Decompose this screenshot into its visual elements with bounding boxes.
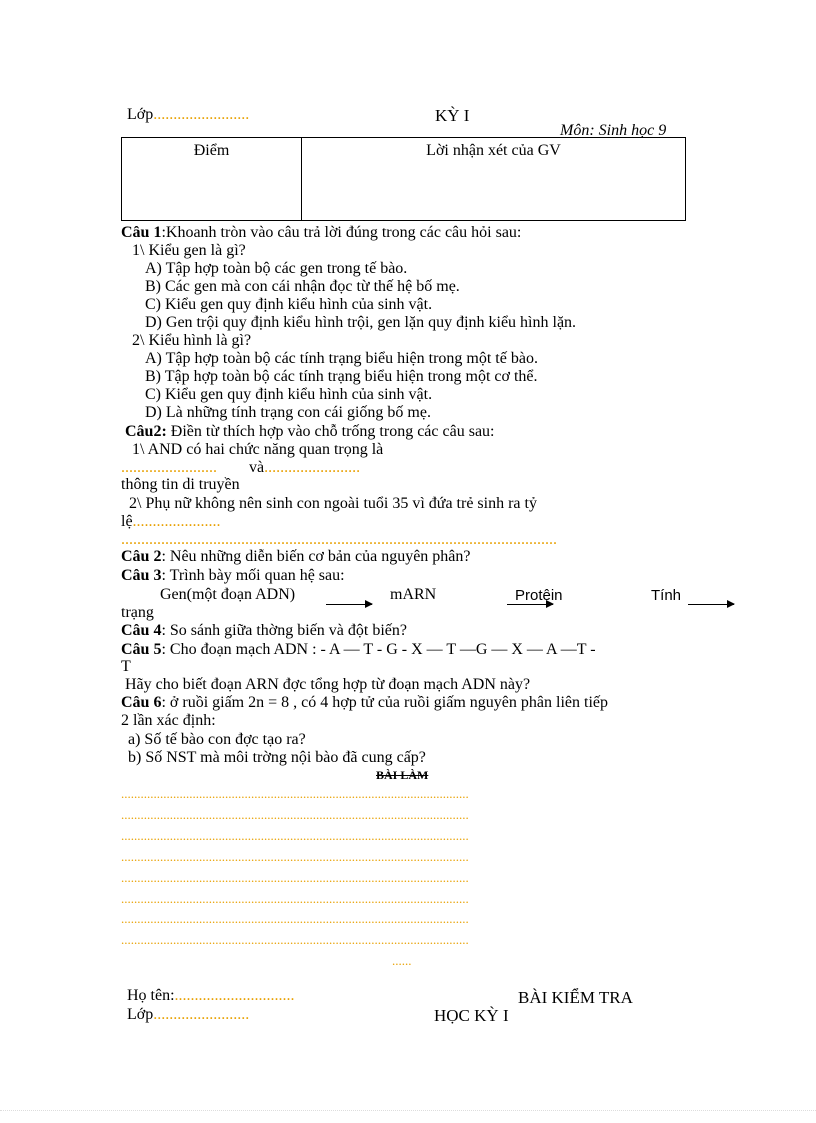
grade-table — [121, 137, 686, 221]
marn-label: mARN — [390, 586, 437, 603]
answer-line[interactable]: ........................................................................................................... — [121, 870, 469, 885]
answer-line[interactable]: ........................................................................................................... — [121, 891, 469, 906]
question-6: Câu 6: ở ruồi giấm 2n = 8 , có 4 hợp tử của ruồi giấm nguyên phân liên tiếp — [121, 694, 608, 711]
q1-sub2: 2\ Kiểu hình là gì? — [132, 332, 252, 349]
q1-sub1: 1\ Kiểu gen là gì? — [132, 242, 246, 259]
question-6-a: a) Số tế bào con đợc tạo ra? — [128, 731, 306, 748]
exam-term: HỌC KỲ I — [434, 1006, 509, 1025]
question-6-line2: 2 lần xác định: — [121, 712, 216, 729]
fill-line-3: thông tin di truyền — [121, 476, 240, 493]
fill-line-1: 1\ AND có hai chức năng quan trọng là — [132, 441, 384, 458]
arrow-icon — [326, 604, 372, 605]
blank-1[interactable]: ........................ — [121, 459, 217, 476]
q2-option-c[interactable]: C) Kiểu gen quy định kiểu hình của sinh vật. — [145, 386, 433, 403]
answer-line[interactable]: ........................................................................................................... — [121, 849, 469, 864]
fill-line-2: ........................ và........................ — [121, 459, 361, 476]
question-2-essay: Câu 2: Nêu những diễn biến cơ bản của nguyên phân? — [121, 548, 471, 565]
q2-option-a[interactable]: A) Tập hợp toàn bộ các tính trạng biểu hiện trong một tế bào. — [145, 350, 538, 367]
answer-line[interactable]: ........................................................................................................... — [121, 786, 469, 801]
q2-option-b[interactable]: B) Tập hợp toàn bộ các tính trạng biểu hiện trong một cơ thể. — [145, 368, 538, 385]
question-6-b: b) Số NST mà môi trờng nội bào đã cung cấp? — [128, 749, 426, 766]
blank-2[interactable]: ........................ — [264, 459, 361, 476]
q1-option-a[interactable]: A) Tập hợp toàn bộ các gen trong tế bào. — [145, 260, 408, 277]
answer-line[interactable]: ........................................................................................................... — [121, 911, 469, 926]
answer-line-end[interactable]: ...... — [392, 953, 412, 968]
teacher-comment-cell[interactable]: Lời nhận xét của GV — [302, 138, 686, 221]
class-label: Lớp........................ — [127, 106, 250, 123]
class-blank[interactable]: ........................ — [153, 106, 250, 123]
q1-option-c[interactable]: C) Kiểu gen quy định kiểu hình của sinh vật. — [145, 296, 433, 313]
answer-line[interactable]: ........................................................................................................... — [121, 828, 469, 843]
name-label: Họ tên:.............................. — [127, 987, 295, 1004]
name-blank[interactable]: .............................. — [174, 987, 295, 1004]
fill-line-4: 2\ Phụ nữ không nên sinh con ngoài tuổi 35 vì đứa trẻ sinh ra tỷ — [129, 495, 537, 512]
gene-chain: Gen(một đoạn ADN) — [160, 586, 296, 603]
class-label-footer: Lớp........................ — [127, 1006, 250, 1023]
answer-heading: BÀI LÀM — [376, 768, 429, 782]
arrow-icon — [688, 604, 734, 605]
question-5-cont: T — [121, 658, 131, 675]
exam-title: BÀI KIỂM TRA — [518, 988, 633, 1007]
blank-4[interactable]: ............................................................................................................. — [121, 531, 557, 548]
question-5-line2: Hãy cho biết đoạn ARN đợc tổng hợp từ đoạn mạch ADN này? — [125, 676, 531, 693]
answer-line[interactable]: ........................................................................................................... — [121, 807, 469, 822]
protein-label: Protêin — [515, 587, 563, 604]
q1-option-b[interactable]: B) Các gen mà con cái nhận đọc từ thế hệ bố mẹ. — [145, 278, 460, 295]
q2-option-d[interactable]: D) Là những tính trạng con cái giống bố mẹ. — [145, 404, 431, 421]
term-title: KỲ I — [435, 106, 470, 125]
answer-line[interactable]: ........................................................................................................... — [121, 932, 469, 947]
question-4: Câu 4: So sánh giữa thờng biến và đột biến? — [121, 622, 407, 639]
trait-label-cont: trạng — [121, 604, 154, 621]
question-2-fill: Câu2: Điền từ thích hợp vào chỗ trống trong các câu sau: — [125, 423, 495, 440]
score-cell[interactable]: Điểm — [122, 138, 302, 221]
trait-label: Tính — [651, 587, 682, 604]
question-1: Câu 1:Khoanh tròn vào câu trả lời đúng trong các câu hỏi sau: — [121, 224, 522, 241]
fill-line-5: lệ...................... — [121, 513, 221, 530]
q1-option-d[interactable]: D) Gen trội quy định kiểu hình trội, gen lặn quy định kiểu hình lặn. — [145, 314, 577, 331]
class-blank-footer[interactable]: ........................ — [153, 1006, 250, 1023]
subject-label: Môn: Sinh học 9 — [560, 122, 667, 139]
page-divider — [0, 1110, 816, 1111]
question-3: Câu 3: Trình bày mối quan hệ sau: — [121, 567, 345, 584]
blank-3[interactable]: ...................... — [132, 513, 221, 530]
question-5: Câu 5: Cho đoạn mạch ADN : - A — T - G - X — T —G — X — A —T - — [121, 641, 596, 658]
